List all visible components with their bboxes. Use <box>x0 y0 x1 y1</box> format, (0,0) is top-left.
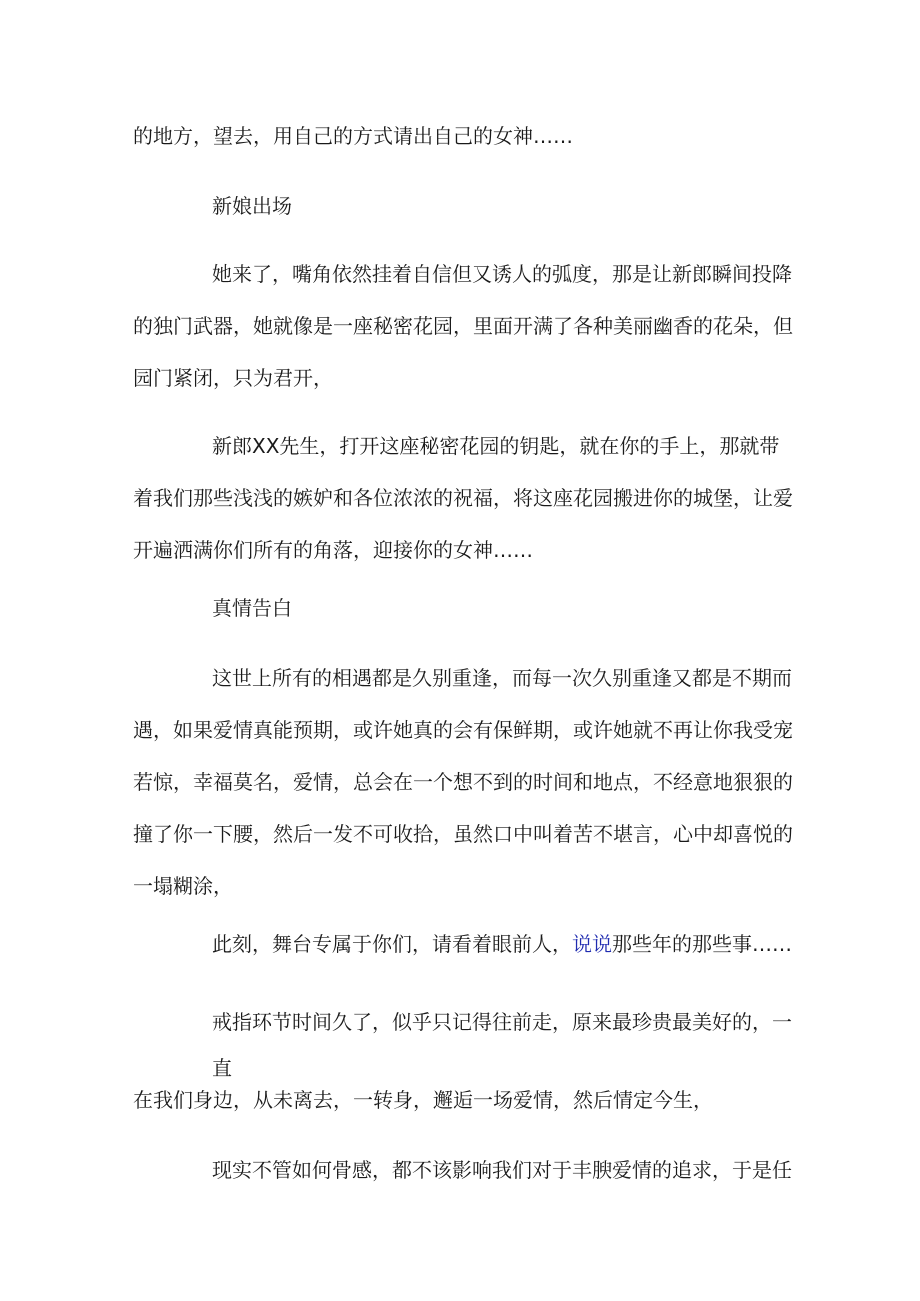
text-line: 戒指环节时间久了，似乎只记得往前走，原来最珍贵最美好的，一 <box>212 1010 792 1034</box>
text-line-with-link <box>212 930 792 958</box>
text-line: 这世上所有的相遇都是久别重逢，而每一次久别重逢又都是不期而 <box>212 666 792 690</box>
text-line: 一塌糊涂， <box>133 874 233 898</box>
text-line: 若惊，幸福莫名，爱情，总会在一个想不到的时间和地点，不经意地狠狠的 <box>133 770 793 794</box>
text-line: 的地方，望去，用自己的方式请出自己的女神…… <box>133 124 573 148</box>
text-line: 在我们身边，从未离去，一转身，邂逅一场爱情，然后情定今生， <box>133 1088 713 1112</box>
text-line: 遇，如果爱情真能预期，或许她真的会有保鲜期，或许她就不再让你我受宠 <box>133 718 793 742</box>
text-line: 着我们那些浅浅的嫉妒和各位浓浓的祝福，将这座花园搬进你的城堡，让爱 <box>133 486 793 510</box>
text-segment: 此刻，舞台专属于你们，请看着眼前人， <box>212 932 572 956</box>
text-line: 她来了，嘴角依然挂着自信但又诱人的弧度，那是让新郎瞬间投降 <box>212 262 792 286</box>
text-line: 撞了你一下腰，然后一发不可收拾，虽然口中叫着苦不堪言，心中却喜悦的 <box>133 822 793 846</box>
text-line: 现实不管如何骨感，都不该影响我们对于丰腴爱情的追求，于是任 <box>212 1158 792 1182</box>
section-heading-bride-entrance: 新娘出场 <box>212 194 292 218</box>
text-segment: 那些年的那些事…… <box>612 932 792 956</box>
text-line: 开遍洒满你们所有的角落，迎接你的女神…… <box>133 538 533 562</box>
text-line: 新郎XX先生，打开这座秘密花园的钥匙，就在你的手上，那就带 <box>212 434 780 458</box>
shuoshuo-link[interactable]: 说说 <box>572 932 612 956</box>
section-heading-confession: 真情告白 <box>212 596 292 620</box>
text-line: 园门紧闭，只为君开， <box>133 366 333 390</box>
text-line: 的独门武器，她就像是一座秘密花园，里面开满了各种美丽幽香的花朵，但 <box>133 314 793 338</box>
text-line: 直 <box>212 1056 232 1080</box>
